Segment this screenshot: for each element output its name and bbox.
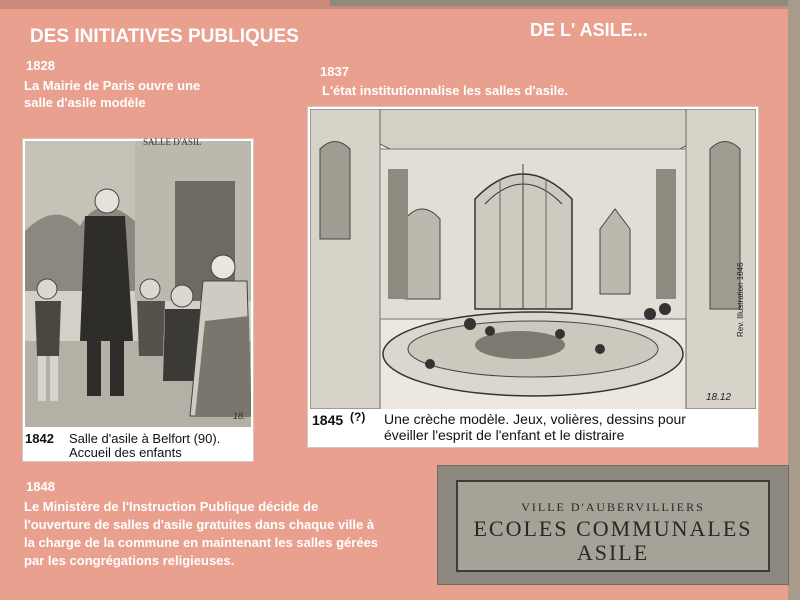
title-left: DES INITIATIVES PUBLIQUES <box>30 26 299 47</box>
caption-year-1842: 1842 <box>25 431 54 446</box>
creche-illustration <box>310 109 756 409</box>
creche-image <box>310 109 756 409</box>
side-credit: Rev. Illustration 1846 <box>736 262 745 337</box>
plaque-photo <box>437 465 789 585</box>
photo-creche <box>307 106 759 448</box>
right-edge-strip <box>788 0 800 600</box>
figure-number: 18.12 <box>706 392 732 403</box>
caption-year-1845: 1845 <box>312 412 344 428</box>
event-1828-line1: La Mairie de Paris ouvre une <box>24 78 201 93</box>
plaque-line1: VILLE D'AUBERVILLIERS <box>521 500 705 514</box>
event-1837-text: L'état institutionnalise les salles d'asile. <box>322 83 569 98</box>
sign-text: SALLE D'ASIL <box>143 137 202 147</box>
year-1828: 1828 <box>26 58 55 73</box>
top-photo-strip <box>330 0 800 6</box>
plaque-line2: ECOLES COMMUNALES <box>473 516 753 541</box>
year-1848: 1848 <box>26 479 55 494</box>
caption-belfort-line2: Accueil des enfants <box>69 445 182 460</box>
event-1848-line1: Le Ministère de l'Instruction Publique décide de <box>24 499 319 514</box>
event-1848-line2: l'ouverture de salles d'asile gratuites dans chaque ville à <box>24 517 375 532</box>
plaque-line3: ASILE <box>576 540 650 565</box>
year-1837: 1837 <box>320 64 349 79</box>
belfort-illustration <box>25 141 251 427</box>
caption-query: (?) <box>350 410 366 424</box>
photo-belfort <box>22 138 254 462</box>
event-1828-line2: salle d'asile modèle <box>24 95 146 110</box>
caption-creche-line1: Une crèche modèle. Jeux, volières, dessins pour <box>384 411 686 427</box>
page-number: 18. <box>233 411 246 421</box>
belfort-image <box>25 141 251 427</box>
caption-belfort-line1: Salle d'asile à Belfort (90). <box>69 431 221 446</box>
title-right: DE L' ASILE... <box>530 20 648 40</box>
event-1848-line3: la charge de la commune en maintenant les salles gérées <box>24 535 379 550</box>
event-1848-line4: par les congrégations religieuses. <box>24 553 235 568</box>
caption-creche-line2: éveiller l'esprit de l'enfant et le distraire <box>384 427 625 443</box>
